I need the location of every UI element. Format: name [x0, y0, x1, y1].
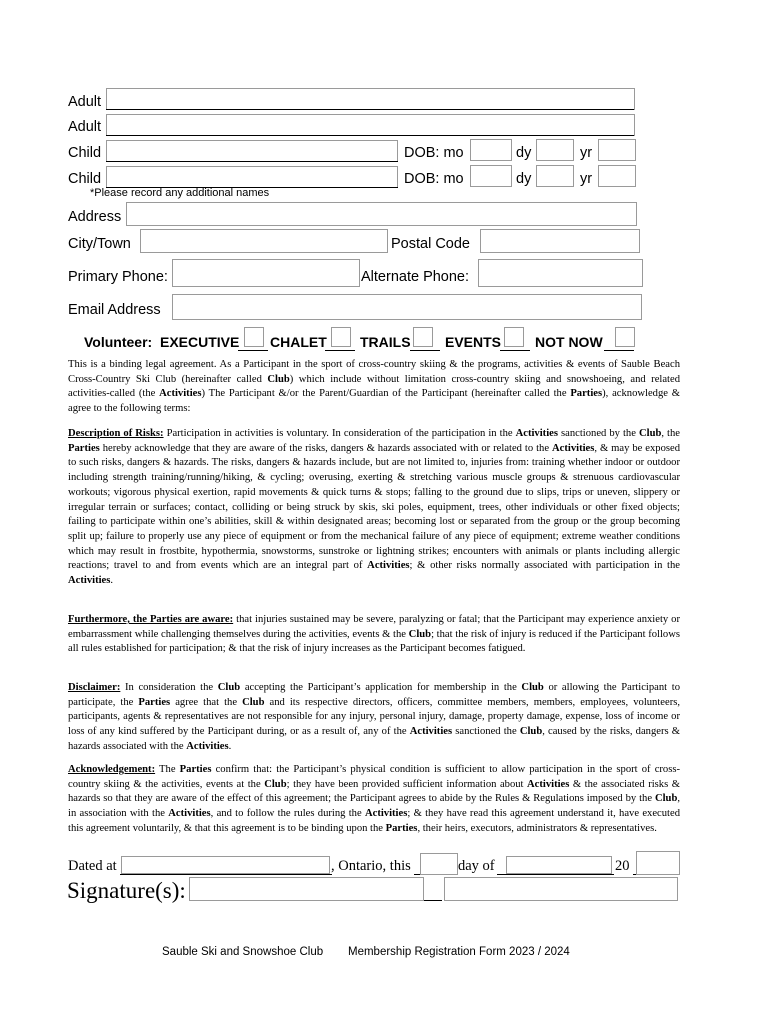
additional-names-note: *Please record any additional names — [90, 187, 270, 199]
child-1-dob-day-input[interactable] — [536, 139, 574, 161]
primary-phone-label: Primary Phone: — [68, 269, 168, 285]
footer-form-title: Membership Registration Form 2023 / 2024 — [348, 946, 570, 958]
primary-phone-input[interactable] — [172, 259, 360, 287]
volunteer-not-now-checkbox[interactable] — [615, 327, 635, 347]
volunteer-executive-checkbox[interactable] — [244, 327, 264, 347]
month-input[interactable] — [506, 856, 612, 874]
volunteer-option-not-now-label: NOT NOW — [535, 334, 603, 350]
volunteer-label: Volunteer: — [84, 334, 153, 350]
acknowledgement-heading: Acknowledgement: — [68, 764, 156, 775]
year-input[interactable] — [636, 851, 680, 875]
dob-year-label: yr — [580, 171, 593, 187]
child-1-dob-month-input[interactable] — [470, 139, 512, 161]
child-1-dob-year-input[interactable] — [598, 139, 636, 161]
volunteer-option-trails-label: TRAILS — [360, 334, 411, 350]
city-label: City/Town — [68, 236, 131, 252]
dob-month-label: DOB: mo — [404, 171, 464, 187]
dob-day-label: dy — [516, 171, 532, 187]
signature-2-input[interactable] — [444, 877, 678, 901]
volunteer-trails-underline — [410, 350, 440, 351]
child-label: Child — [68, 171, 102, 187]
signature-separator-line — [424, 900, 442, 901]
child-2-dob-day-input[interactable] — [536, 165, 574, 187]
volunteer-option-executive-label: EXECUTIVE — [160, 334, 240, 350]
volunteer-chalet-underline — [325, 350, 355, 351]
address-input[interactable] — [126, 202, 637, 226]
postal-code-label: Postal Code — [391, 236, 470, 252]
dated-at-input[interactable] — [121, 856, 330, 874]
dated-at-label: Dated at — [68, 858, 117, 874]
adult-2-underline — [106, 135, 634, 136]
dob-month-label: DOB: mo — [404, 145, 464, 161]
child-2-dob-month-input[interactable] — [470, 165, 512, 187]
volunteer-events-underline — [500, 350, 530, 351]
disclaimer-heading: Disclaimer: — [68, 682, 121, 693]
furthermore-paragraph: Furthermore, the Parties are aware: that injuries sustained may be severe, paralyzing or fatal; that the Participant may experience anxiety or embarrassment while challenging themselves during the activities, events & the Club; that the risk of injury is reduced if the Participant follows all rules established for participation; & that the risk of injury increases as the Participant becomes fatigued. — [68, 614, 680, 655]
adult-label: Adult — [68, 119, 102, 135]
child-1-underline — [106, 161, 398, 162]
month-line — [497, 874, 614, 875]
adult-2-name-input[interactable] — [106, 114, 635, 136]
alternate-phone-label: Alternate Phone: — [361, 269, 470, 285]
day-input[interactable] — [420, 853, 458, 875]
intro-paragraph: This is a binding legal agreement. As a Participant in the sport of cross-country skiing & the programs, activities & events of Sauble Beach Cross-Country Ski Club (hereinafter called Club) which include without limitation cross-country skiing and snowshoeing, and related activities-called (the Activities) The Participant &/or the Parent/Guardian of the Participant (hereinafter called the Parties), acknowledge & agree to the following terms: — [68, 359, 680, 415]
volunteer-option-chalet-label: CHALET — [270, 334, 327, 350]
address-label: Address — [68, 209, 122, 225]
child-2-dob-year-input[interactable] — [598, 165, 636, 187]
signature-label: Signature(s): — [67, 878, 186, 903]
dob-year-label: yr — [580, 145, 593, 161]
volunteer-chalet-checkbox[interactable] — [331, 327, 351, 347]
adult-1-name-input[interactable] — [106, 88, 635, 110]
postal-code-input[interactable] — [480, 229, 640, 253]
volunteer-events-checkbox[interactable] — [504, 327, 524, 347]
dob-day-label: dy — [516, 145, 532, 161]
alternate-phone-input[interactable] — [478, 259, 643, 287]
acknowledgement-paragraph: Acknowledgement: The Parties confirm that: the Participant’s physical condition is sufficient to allow participation in the sport of cross-country skiing & the activities, events at the Club; they have been provided sufficient information about Activities & the associated risks & hazards so that they are aware of the effect of this agreement; the Participant agrees to abide by the Rules & Regulations imposed by the Club, in association with the Activities, and to follow the rules during the Activities; & they have read this agreement understand it, have executed this agreement voluntarily, & that this agreement is to be binding upon the Parties, their heirs, executors, administrators & representatives. — [68, 764, 681, 834]
volunteer-option-events-label: EVENTS — [445, 334, 502, 350]
adult-1-underline — [106, 109, 634, 110]
year-prefix-label: 20 — [615, 858, 630, 874]
child-label: Child — [68, 145, 102, 161]
dated-at-line — [120, 874, 332, 875]
risks-heading: Description of Risks: — [68, 428, 164, 439]
child-2-name-input[interactable] — [106, 166, 398, 188]
signature-1-input[interactable] — [189, 877, 424, 901]
day-of-label: day of — [458, 858, 495, 874]
ontario-this-label: , Ontario, this — [331, 858, 411, 874]
city-input[interactable] — [140, 229, 388, 253]
volunteer-executive-underline — [238, 350, 268, 351]
risks-paragraph: Description of Risks: Participation in activities is voluntary. In consideration of the participation in the Activities sanctioned by the Club, the Parties hereby acknowledge that they are aware of the risks, dangers & hazards associated with or related to the Activities, & may be exposed to such risks, dangers & hazards. The risks, dangers & hazards include, but are not limited to, injuries from: training whether indoor or outdoor including strength training/running/hiking, & cycling; overusing, exerting & stretching various muscle groups & strenuous cardiovascular workouts; vigorous physical exertion, rapid movements & quick turns & stops; falling to the ground due to slips, trips or uneven, slippery or irregular terrain or surfaces; contact, colliding or being struck by skis, ski poles, equipment, trees, other individuals or other fixed objects; failing to participate within one’s abilities, skill & within designated areas; becoming lost or separated from the group or the group becoming split up; failure to properly use any piece of equipment or from the mechanical failure of any piece of equipment; extreme weather conditions which may result in frostbite, hypothermia, snowstorms, sunstroke or lightning strikes; encounters with animals or plants including allergic reactions; travel to and from events which are an integral part of Activities; & other risks normally associated with participation in the Activities. — [68, 428, 681, 587]
adult-label: Adult — [68, 94, 102, 110]
volunteer-not-now-underline — [604, 350, 634, 351]
volunteer-trails-checkbox[interactable] — [413, 327, 433, 347]
disclaimer-paragraph: Disclaimer: In consideration the Club accepting the Participant’s application for membership in the Club or allowing the Participant to participate, the Parties agree that the Club and its respective directors, officers, committee members, members, employees, volunteers, participants, agents & representatives are not responsible for any injury, personal injury, damage, property damage, expense, loss of income or loss of any kind suffered by the Participant during, or as a result of, any of the Activities sanctioned the Club, caused by the risks, dangers & hazards associated with the Activities. — [68, 682, 681, 752]
email-label: Email Address — [68, 302, 161, 318]
child-1-name-input[interactable] — [106, 140, 398, 162]
furthermore-heading: Furthermore, the Parties are aware: — [68, 614, 234, 625]
email-input[interactable] — [172, 294, 642, 320]
footer-club-name: Sauble Ski and Snowshoe Club — [162, 946, 324, 958]
